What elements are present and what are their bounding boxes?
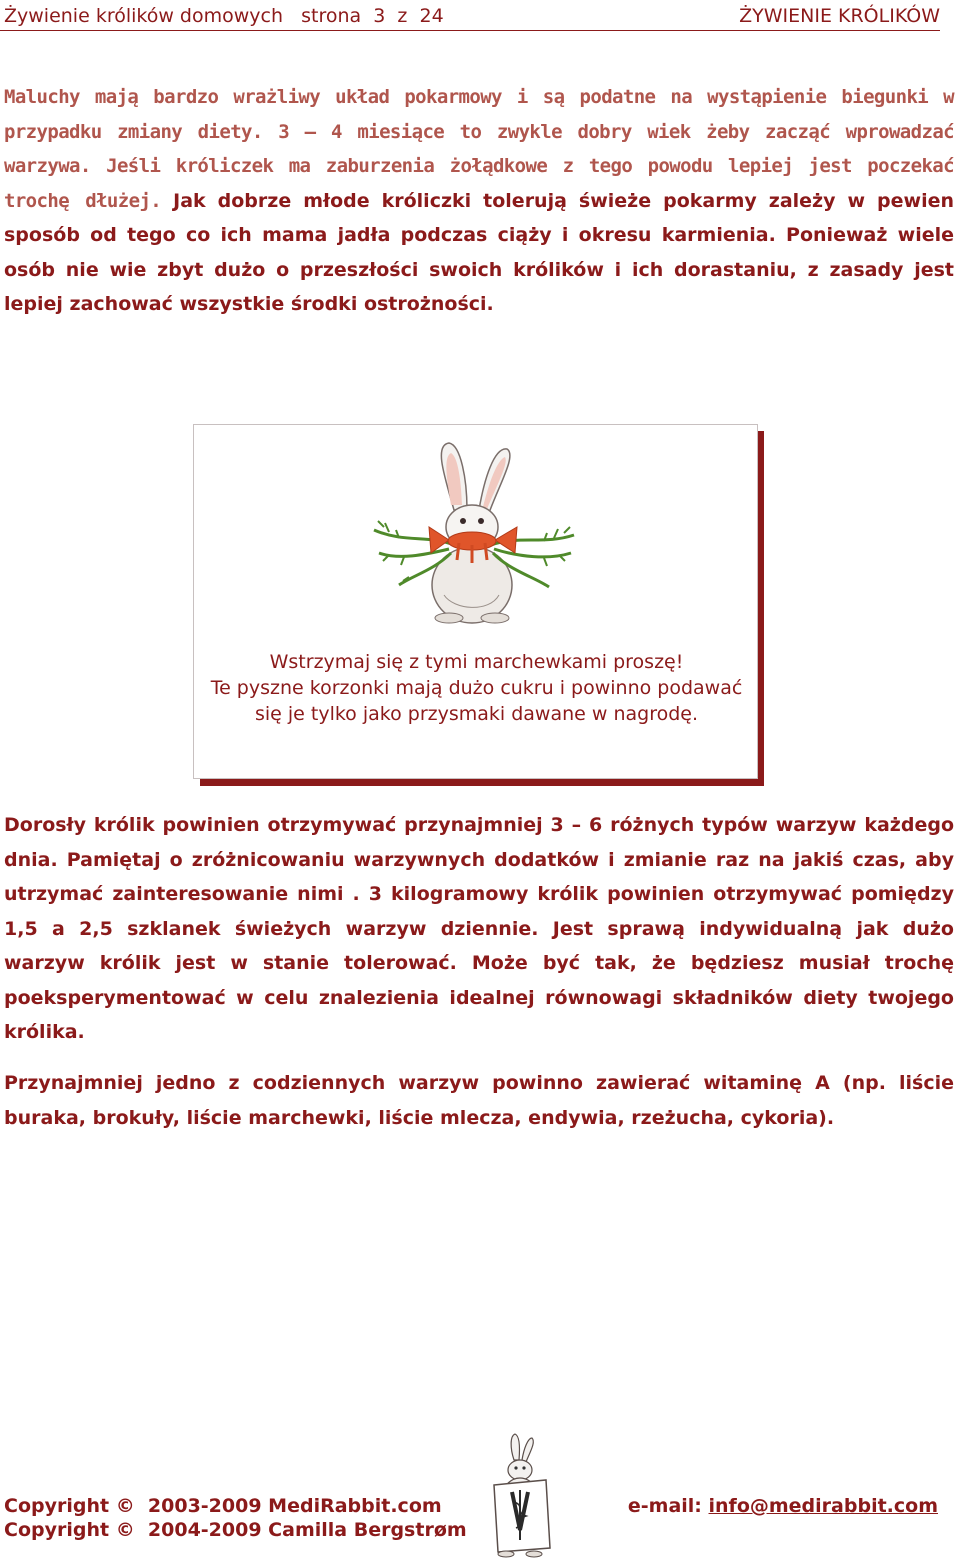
caption-line-explanation: Te pyszne korzonki mają dużo cukru i powinno podawać się je tylko jako przysmaki dawane w nagrodę. bbox=[210, 677, 743, 725]
email-link[interactable]: info@medirabbit.com bbox=[708, 1495, 938, 1517]
footer-email bbox=[628, 1494, 938, 1518]
figure-box bbox=[193, 424, 758, 779]
header-title: Żywienie królików domowych strona 3 z 24 bbox=[4, 5, 444, 27]
paragraph-tolerance-text: Jak dobrze młode króliczki tolerują świeże pokarmy zależy w pewien sposób od tego co ich mama jadła podczas ciąży i okresu karmienia. Ponieważ wiele osób nie wie zbyt dużo o przeszłości swoich królików i ich dorastaniu, z zasady jest lepiej zachować wszystkie środki ostrożności. bbox=[4, 189, 955, 315]
paragraph-vitamin-a: Przynajmniej jedno z codziennych warzyw powinno zawierać witaminę A (np. liście buraka, brokuły, liście marchewki, liście mlecza, endywia, rzeżucha, cykoria). bbox=[4, 1072, 954, 1129]
caption-line-warning: Wstrzymaj się z tymi marchewkami proszę! bbox=[269, 651, 684, 673]
paragraph-intro-text: Maluchy mają bardzo wrażliwy układ pokarmowy i są podatne na wystąpienie biegunki w przypadku zmiany diety. 3 – 4 miesiące to zwykle dobry wiek żeby zacząć wprowadzać warzywa. bbox=[4, 86, 954, 177]
medirabbit-logo bbox=[484, 1430, 556, 1558]
paragraph-adult-rabbit: Dorosły królik powinien otrzymywać przynajmniej 3 – 6 różnych typów warzyw każdego dnia. Pamiętaj o zróżnicowaniu warzywnych dodatków i zmianie raz na jakiś czas, aby utrzymać zainteresowanie nimi . 3 kilogramowy królik powinien otrzymywać pomiędzy 1,5 a 2,5 szklanek świeżych warzyw dziennie. Jest sprawą indywidualną jak dużo warzyw królik jest w stanie tolerować. Może być tak, że będziesz musiał trochę poeksperymentować w celu znalezienia idealnej równowagi składników diety twojego królika. bbox=[4, 814, 954, 1043]
figure-caption bbox=[204, 649, 749, 727]
page-header bbox=[0, 4, 940, 31]
footer-copyright-author: Copyright © 2004-2009 Camilla Bergstrøm bbox=[4, 1519, 467, 1541]
footer-copyright-medirabbit: Copyright © 2003-2009 MediRabbit.com bbox=[4, 1495, 442, 1517]
rabbit-with-carrots-illustration bbox=[359, 435, 589, 625]
header-section: ŻYWIENIE KRÓLIKÓW bbox=[739, 5, 940, 27]
paragraph-stomach-text: Jeśli króliczek ma zaburzenia żołądkowe z tego powodu lepiej jest poczekać trochę dłużej. bbox=[4, 155, 954, 212]
paragraph-young-rabbits bbox=[4, 80, 954, 322]
email-label: e-mail: bbox=[627, 1495, 709, 1517]
